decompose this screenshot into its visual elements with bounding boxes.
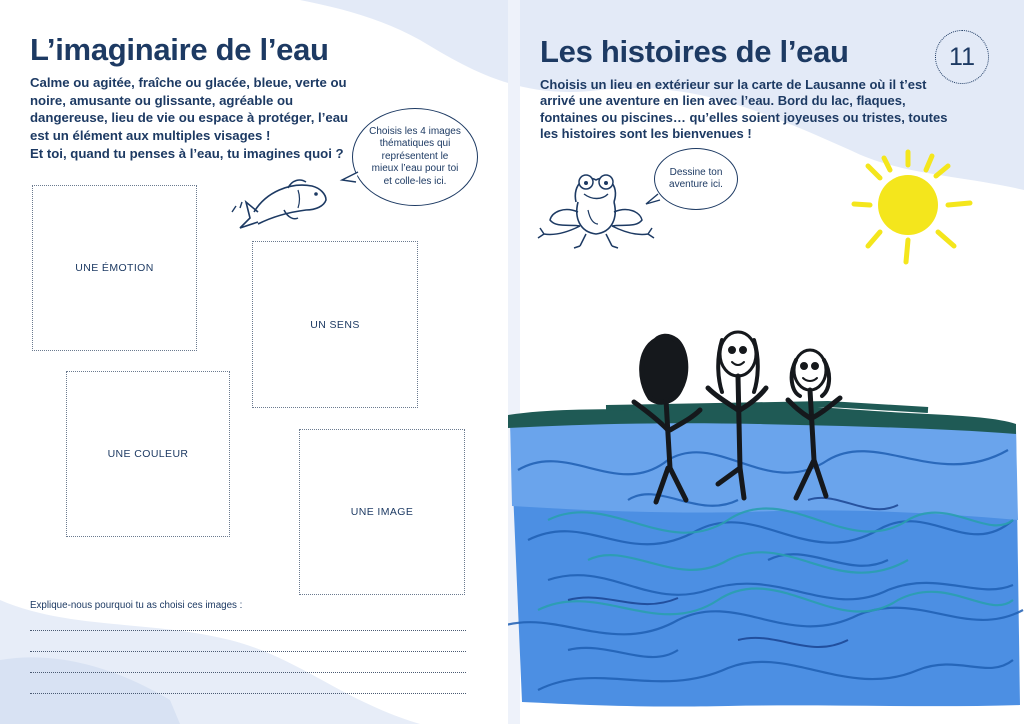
picture-label: UNE IMAGE — [350, 506, 414, 518]
sense-image-slot[interactable] — [252, 241, 418, 408]
writing-line[interactable] — [30, 672, 466, 673]
draw-speech-bubble: Dessine ton aventure ici. — [654, 148, 738, 210]
emotion-label: UNE ÉMOTION — [75, 262, 154, 274]
writing-line[interactable] — [30, 693, 466, 694]
left-intro-text: Calme ou agitée, fraîche ou glacée, bleue, verte ou noire, amusante ou glissante, agréable ou dangereuse, lieu de vie ou espace à protéger, l’eau est un élément aux multiples visages ! — [30, 75, 349, 143]
picture-image-slot[interactable] — [299, 429, 465, 595]
page-number: 11 — [935, 30, 989, 84]
writing-line[interactable] — [30, 651, 466, 652]
explain-prompt: Explique-nous pourquoi tu as choisi ces images : — [30, 600, 243, 611]
right-page-title: Les histoires de l’eau — [540, 34, 849, 69]
question-text: Et toi, quand tu penses à l’eau, tu imagines quoi ? — [30, 146, 344, 161]
bubble-tail — [340, 170, 360, 186]
emotion-image-slot[interactable] — [32, 185, 197, 351]
color-label: UNE COULEUR — [107, 448, 189, 460]
writing-line[interactable] — [30, 630, 466, 631]
right-intro-text: Choisis un lieu en extérieur sur la carte de Lausanne où il t’est arrivé une aventure en lien avec l’eau. Bord du lac, flaques, fontaines ou piscines… qu’elles soient joyeuses ou tristes, toutes les histoires sont les bienvenues ! — [540, 77, 948, 142]
water-drawing — [508, 404, 1023, 707]
fish-icon — [228, 172, 338, 232]
color-image-slot[interactable] — [66, 371, 230, 537]
instruction-speech-bubble: Choisis les 4 images thématiques qui représentent le mieux l’eau pour toi et colle-les ici. — [352, 108, 478, 206]
sense-label: UN SENS — [310, 318, 360, 331]
child-drawing — [508, 0, 1024, 724]
sun-drawing — [854, 152, 970, 262]
left-page — [0, 0, 508, 724]
right-page — [508, 0, 1024, 724]
left-page-title: L’imaginaire de l’eau — [30, 32, 329, 67]
